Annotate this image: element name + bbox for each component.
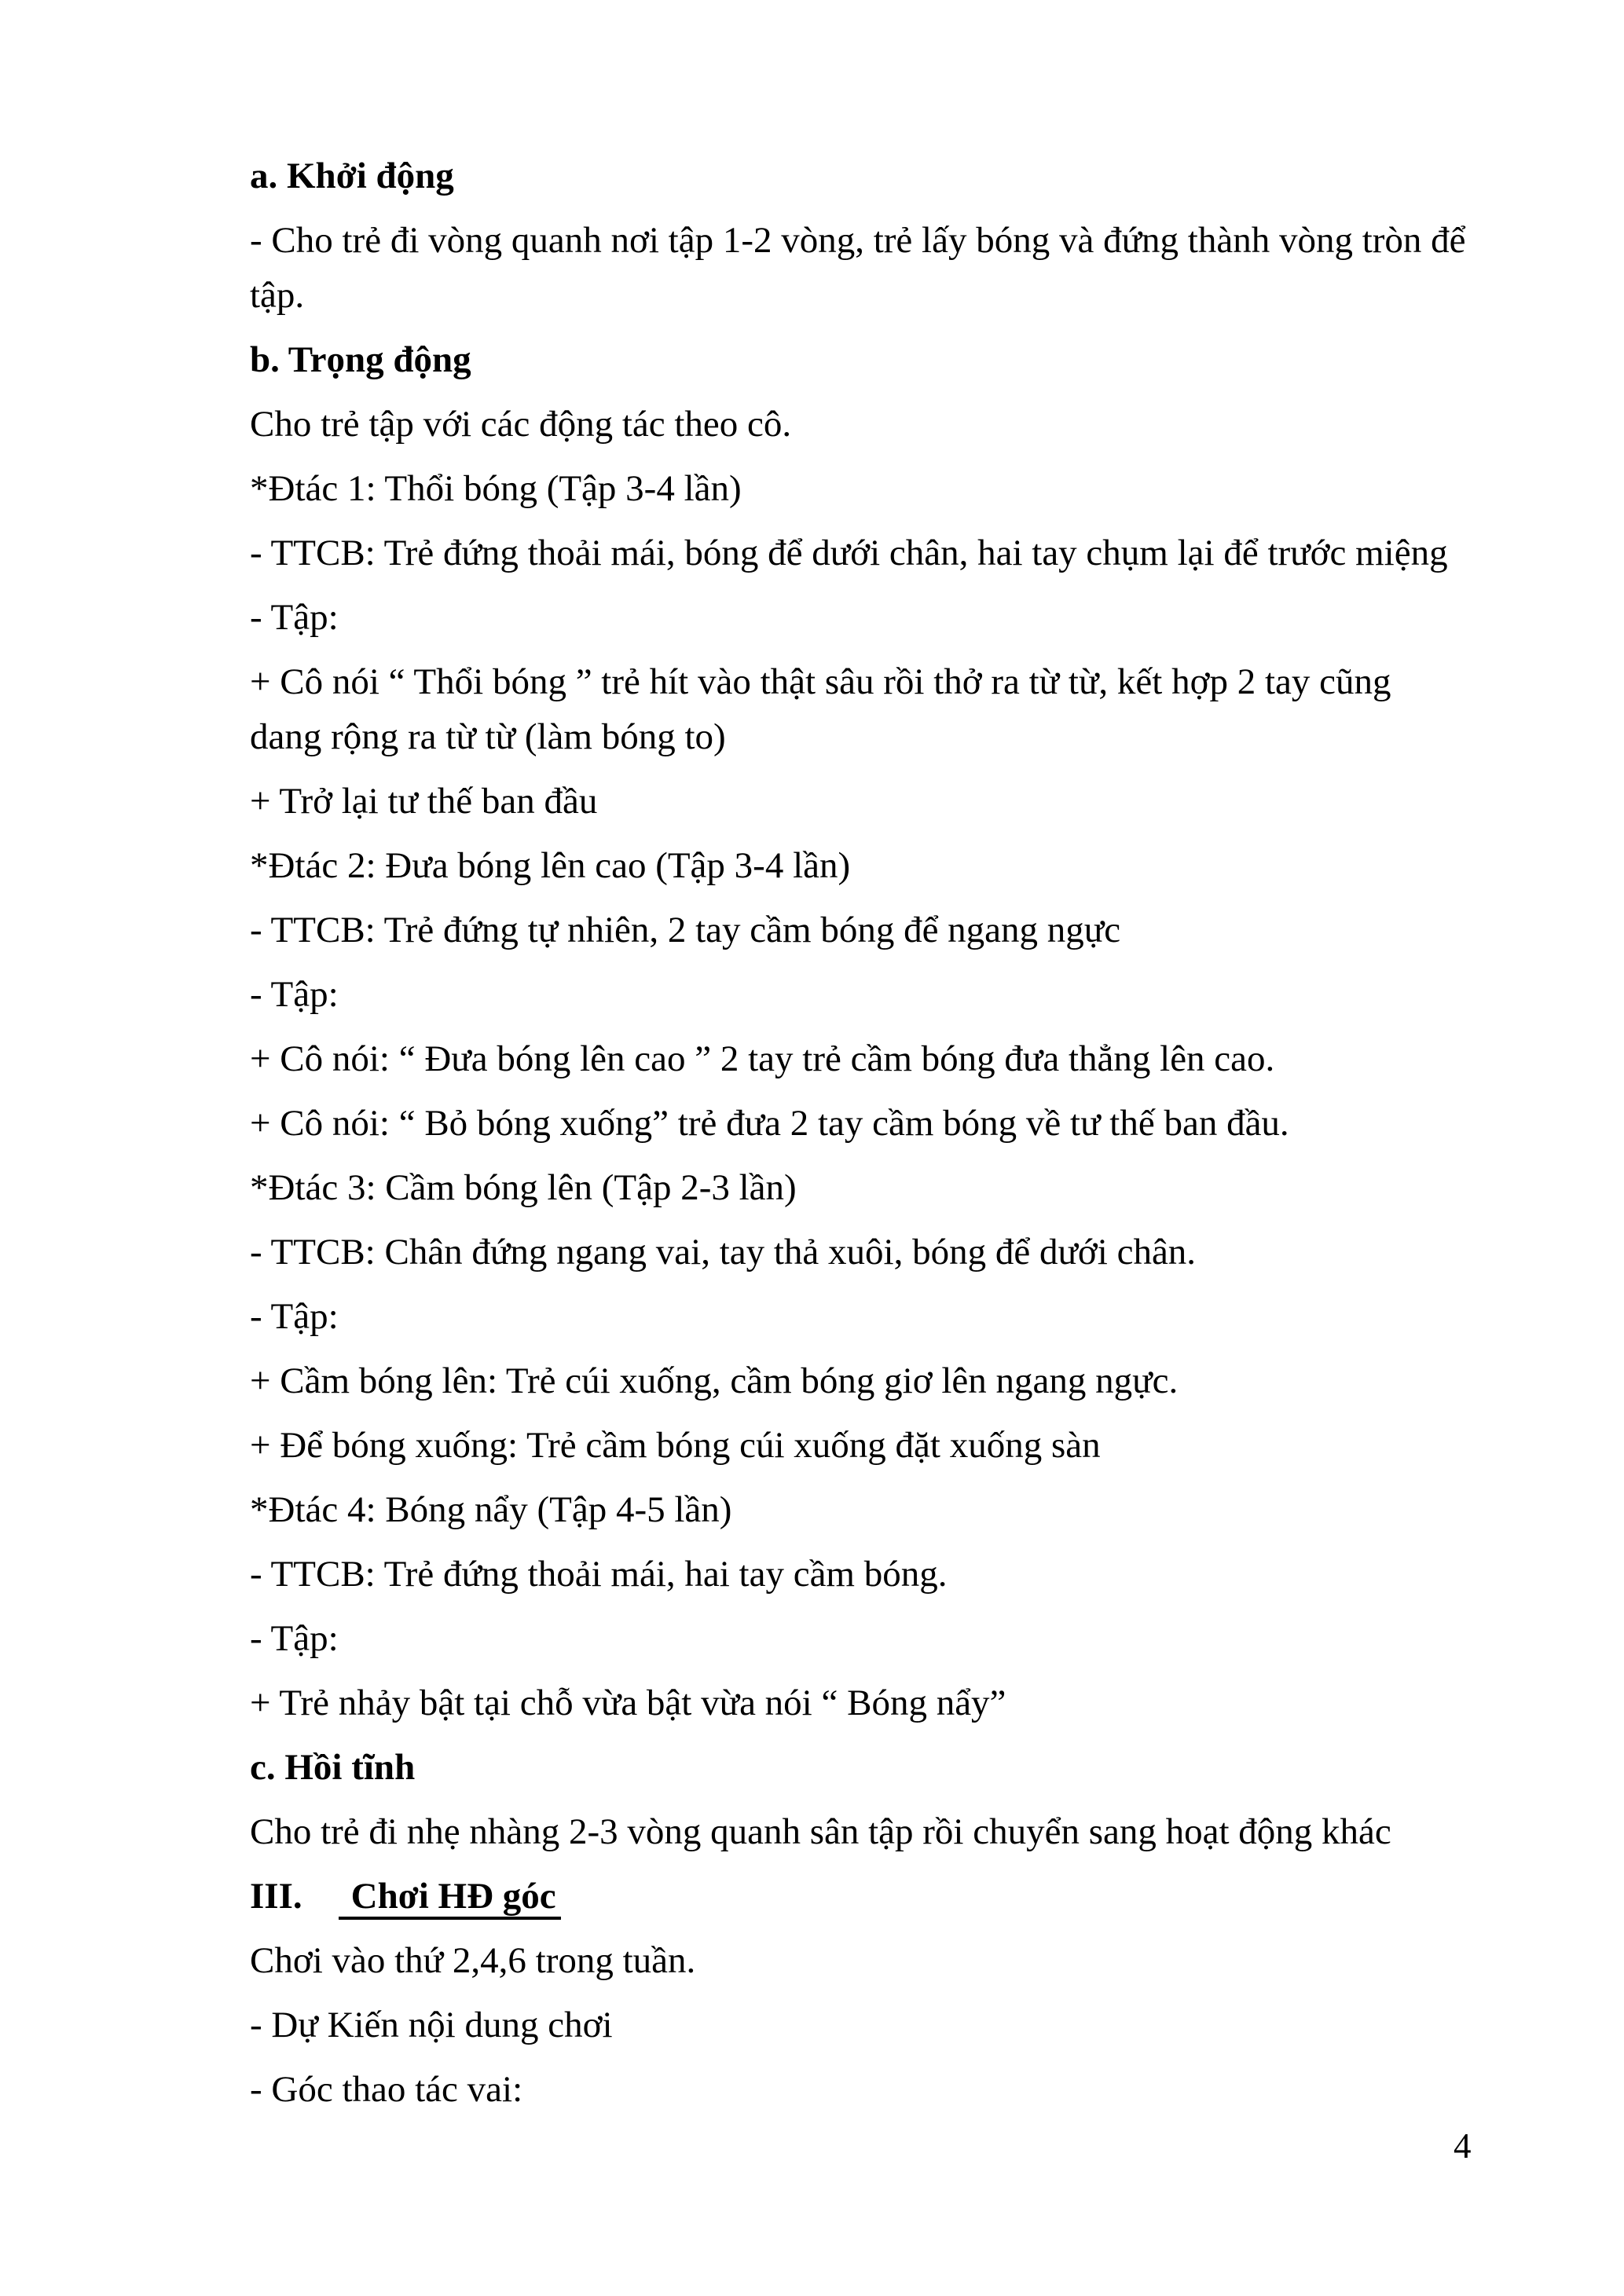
text-line: + Trẻ nhảy bật tại chỗ vừa bật vừa nói “ Bóng nẩy” xyxy=(250,1683,1006,1723)
text-line: - Dự Kiến nội dung chơi xyxy=(250,2005,613,2045)
para-dtac-3-step-2 xyxy=(250,1418,1460,1473)
para-dtac-1-step-1 xyxy=(250,654,1460,764)
text-line: Cho trẻ tập với các động tác theo cô. xyxy=(250,404,792,445)
underlined-section-title: Chơi HĐ góc xyxy=(339,1876,561,1920)
para-choi-thu xyxy=(250,1933,1460,1988)
para-dtac-1-ttcb xyxy=(250,525,1460,580)
para-dtac-4-tap xyxy=(250,1611,1460,1666)
list-number: III. xyxy=(250,1876,302,1917)
heading-trong-dong xyxy=(250,332,1460,387)
para-dtac-2-title xyxy=(250,838,1460,893)
para-dtac-2-tap xyxy=(250,967,1460,1022)
text-line: + Trở lại tư thế ban đầu xyxy=(250,781,598,822)
para-dtac-4-ttcb xyxy=(250,1547,1460,1602)
text-line: + Cô nói: “ Đưa bóng lên cao ” 2 tay trẻ cầm bóng đưa thẳng lên cao. xyxy=(250,1038,1275,1079)
para-dtac-1-tap xyxy=(250,590,1460,645)
para-dtac-2-step-2 xyxy=(250,1096,1460,1151)
text-line: *Đtác 4: Bóng nẩy (Tập 4-5 lần) xyxy=(250,1489,732,1530)
text-line: - Tập: xyxy=(250,974,339,1015)
para-dtac-4-title xyxy=(250,1482,1460,1537)
text-line: b. Trọng động xyxy=(250,339,471,380)
page-number: 4 xyxy=(1454,2126,1472,2166)
para-du-kien xyxy=(250,1998,1460,2052)
text-line: Cho trẻ đi nhẹ nhàng 2-3 vòng quanh sân tập rồi chuyển sang hoạt động khác xyxy=(250,1811,1391,1852)
text-line: - TTCB: Chân đứng ngang vai, tay thả xuôi, bóng để dưới chân. xyxy=(250,1232,1197,1273)
text-line: - Cho trẻ đi vòng quanh nơi tập 1-2 vòng, trẻ lấy bóng và đứng thành vòng tròn để xyxy=(250,220,1466,261)
text-line: - Góc thao tác vai: xyxy=(250,2069,523,2110)
para-goc-thao-tac-vai xyxy=(250,2062,1460,2117)
heading-hoi-tinh xyxy=(250,1740,1460,1795)
para-trong-dong-intro xyxy=(250,397,1460,452)
text-line: - TTCB: Trẻ đứng thoải mái, bóng để dưới chân, hai tay chụm lại để trước miệng xyxy=(250,533,1448,573)
text-line: + Cô nói: “ Bỏ bóng xuống” trẻ đưa 2 tay cầm bóng về tư thế ban đầu. xyxy=(250,1103,1289,1144)
text-line: a. Khởi động xyxy=(250,156,454,196)
text-line: c. Hồi tĩnh xyxy=(250,1747,416,1788)
numbered-heading-line xyxy=(250,1869,1460,1924)
para-dtac-3-tap xyxy=(250,1289,1460,1344)
text-line: + Để bóng xuống: Trẻ cầm bóng cúi xuống đặt xuống sàn xyxy=(250,1425,1101,1466)
para-khoi-dong-1 xyxy=(250,213,1466,323)
text-line: - Tập: xyxy=(250,597,339,638)
document-body xyxy=(250,148,1466,2126)
text-line: *Đtác 1: Thổi bóng (Tập 3-4 lần) xyxy=(250,468,742,509)
para-dtac-4-step-1 xyxy=(250,1675,1460,1730)
text-line: - Tập: xyxy=(250,1618,339,1659)
para-dtac-3-ttcb xyxy=(250,1225,1460,1280)
para-dtac-3-title xyxy=(250,1160,1460,1215)
para-dtac-2-step-1 xyxy=(250,1031,1460,1086)
text-line: - Tập: xyxy=(250,1296,339,1337)
text-line: dang rộng ra từ từ (làm bóng to) xyxy=(250,716,726,757)
para-dtac-1-step-2 xyxy=(250,774,1460,829)
text-line: *Đtác 2: Đưa bóng lên cao (Tập 3-4 lần) xyxy=(250,845,851,886)
text-line: + Cầm bóng lên: Trẻ cúi xuống, cầm bóng giơ lên ngang ngực. xyxy=(250,1360,1179,1401)
heading-choi-hd-goc xyxy=(250,1869,1460,1924)
text-line: - TTCB: Trẻ đứng tự nhiên, 2 tay cầm bóng để ngang ngực xyxy=(250,910,1121,950)
para-hoi-tinh-1 xyxy=(250,1804,1460,1859)
text-line: + Cô nói “ Thổi bóng ” trẻ hít vào thật sâu rồi thở ra từ từ, kết hợp 2 tay cũng xyxy=(250,661,1391,702)
text-line: tập. xyxy=(250,275,305,316)
text-line: *Đtác 3: Cầm bóng lên (Tập 2-3 lần) xyxy=(250,1167,797,1208)
para-dtac-1-title xyxy=(250,461,1460,516)
para-dtac-3-step-1 xyxy=(250,1353,1460,1408)
para-dtac-2-ttcb xyxy=(250,903,1460,958)
heading-khoi-dong xyxy=(250,148,1460,203)
text-line: - TTCB: Trẻ đứng thoải mái, hai tay cầm bóng. xyxy=(250,1554,948,1595)
text-line: Chơi vào thứ 2,4,6 trong tuần. xyxy=(250,1940,696,1981)
